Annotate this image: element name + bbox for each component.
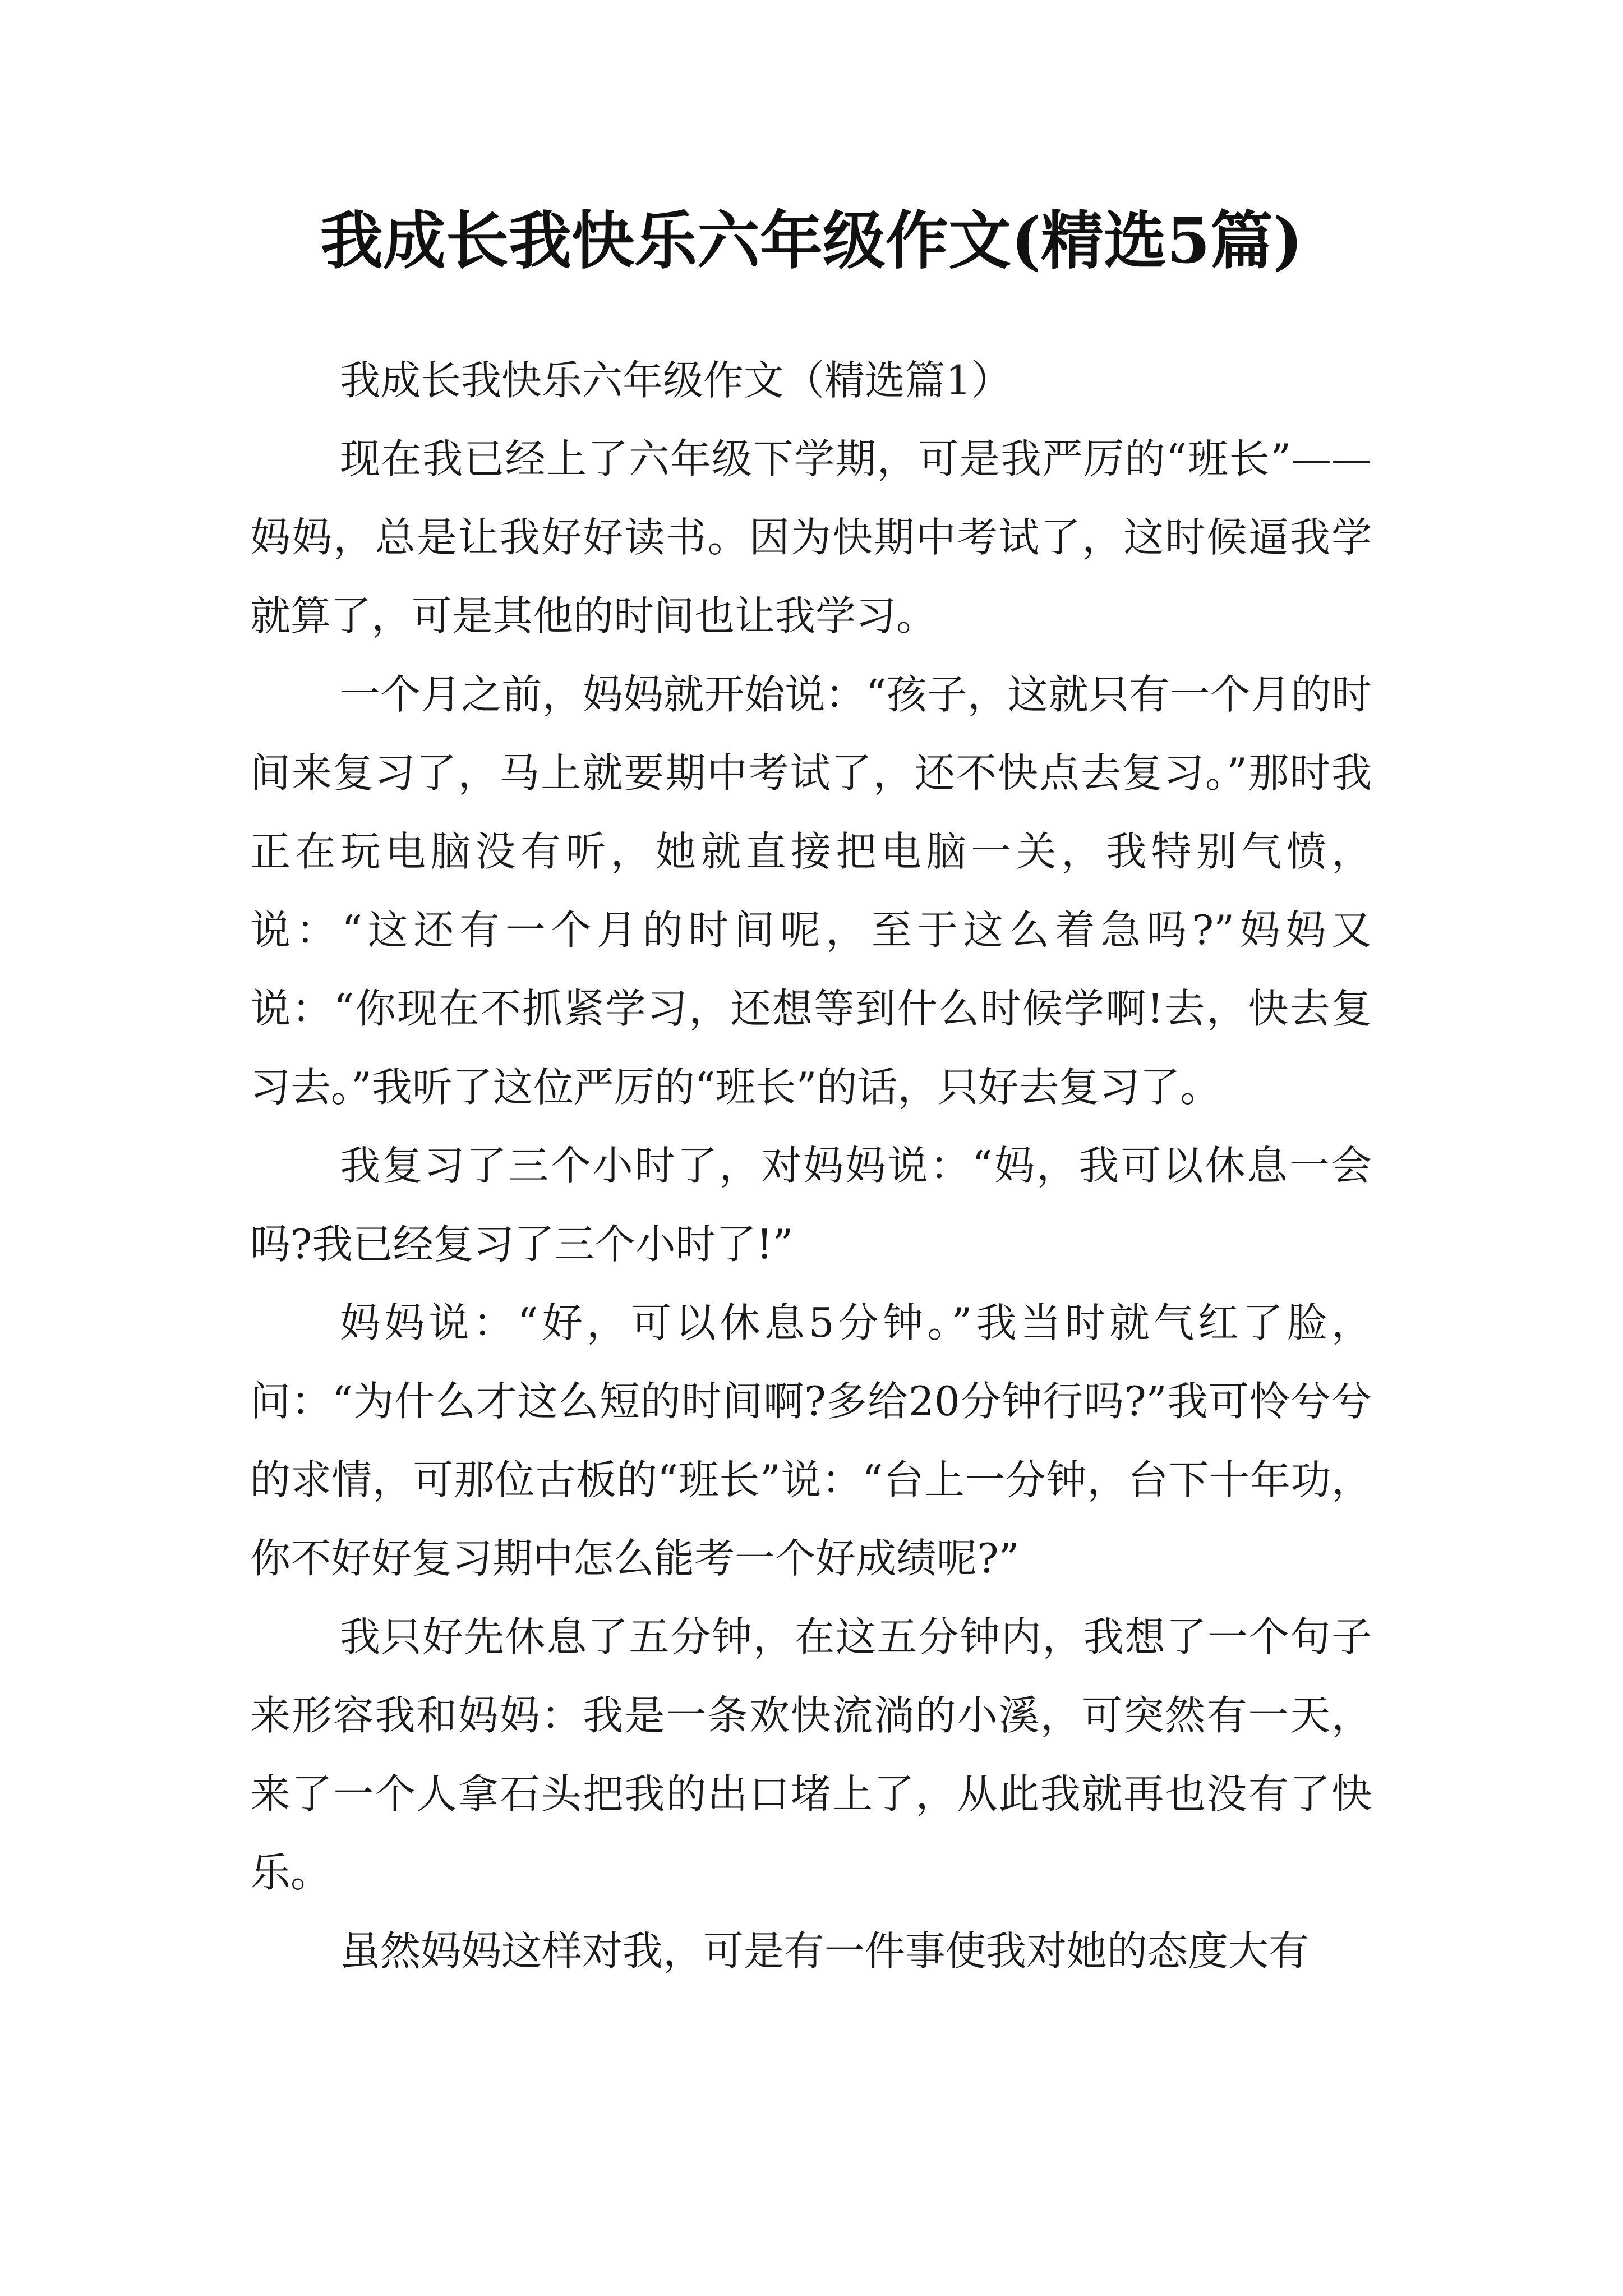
section-heading: 我成长我快乐六年级作文（精选篇1） [340,357,1012,404]
document-body [250,341,1372,1990]
document-title: 我成长我快乐六年级作文(精选5篇) [320,204,1303,278]
paragraph: 妈妈说：“好，可以休息5分钟。”我当时就气红了脸，问：“为什么才这么短的时间啊?多给20分钟行吗?”我可怜兮兮的求情，可那位古板的“班长”说：“台上一分钟，台下十年功，你不好好复习期中怎么能考一个好成绩呢?” [250,1299,1372,1582]
paragraph: 一个月之前，妈妈就开始说：“孩子，这就只有一个月的时间来复习了，马上就要期中考试了，还不快点去复习。”那时我正在玩电脑没有听，她就直接把电脑一关，我特别气愤，说：“这还有一个月的时间呢，至于这么着急吗?”妈妈又说：“你现在不抓紧学习，还想等到什么时候学啊!去，快去复习去。”我听了这位严厉的“班长”的话，只好去复习了。 [250,671,1372,1111]
paragraph: 我只好先休息了五分钟，在这五分钟内，我想了一个句子来形容我和妈妈：我是一条欢快流淌的小溪，可突然有一天，来了一个人拿石头把我的出口堵上了，从此我就再也没有了快乐。 [250,1613,1372,1896]
paragraph: 我复习了三个小时了，对妈妈说：“妈，我可以休息一会吗?我已经复习了三个小时了!” [250,1142,1372,1268]
paragraph: 虽然妈妈这样对我，可是有一件事使我对她的态度大有 [340,1927,1310,1975]
paragraph: 现在我已经上了六年级下学期，可是我严厉的“班长”——妈妈，总是让我好好读书。因为快期中考试了，这时候逼我学就算了，可是其他的时间也让我学习。 [250,435,1372,639]
